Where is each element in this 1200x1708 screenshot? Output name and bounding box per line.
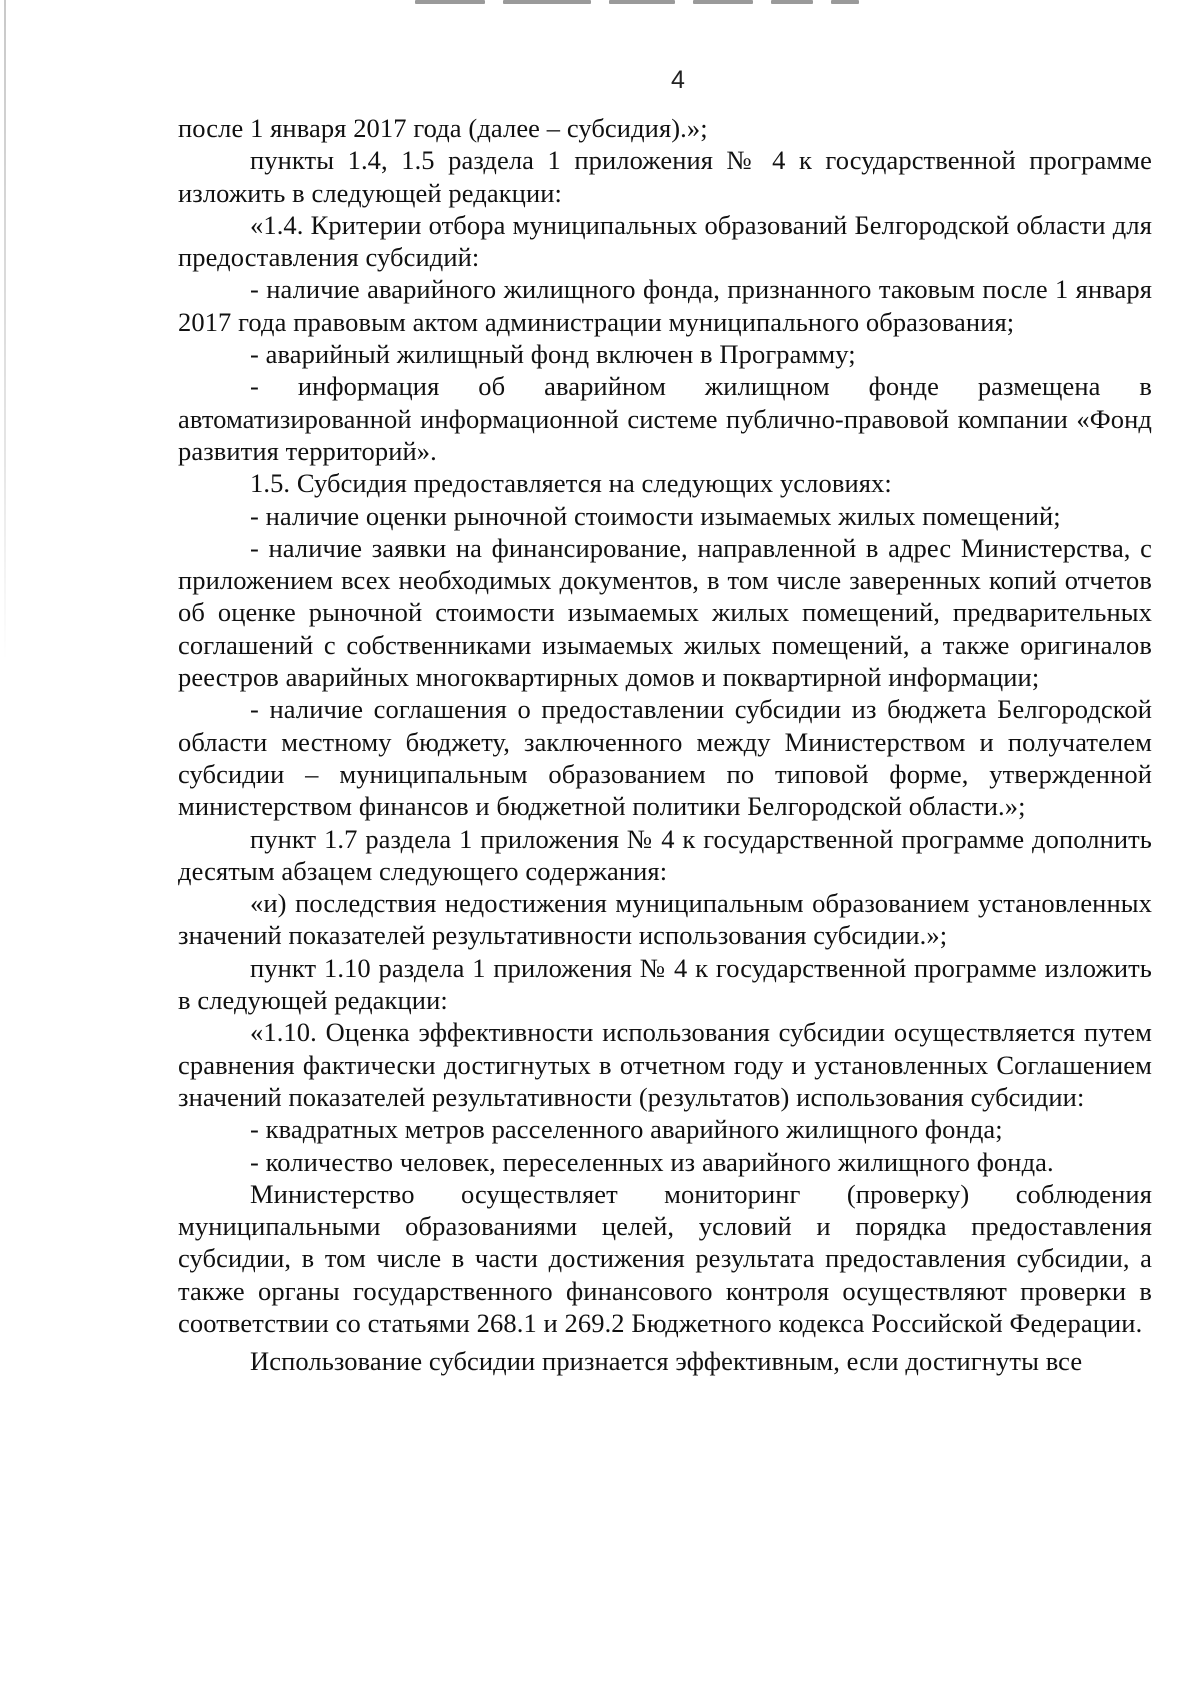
- paragraph: - наличие аварийного жилищного фонда, признанного таковым после 1 января 2017 года правовым актом администрации муниципального образования;: [178, 274, 1152, 337]
- paragraph: после 1 января 2017 года (далее – субсидия).»;: [178, 113, 708, 143]
- paragraph: 1.5. Субсидия предоставляется на следующих условиях:: [250, 468, 892, 499]
- paragraph: - наличие заявки на финансирование, направленной в адрес Министерства, с приложением всех необходимых документов, в том числе заверенных копий отчетов об оценке рыночной стоимости изымаемых жилых помещений, предварительных соглашений с собственниками изымаемых жилых помещений, а также оригиналов реестров аварийных многоквартирных домов и поквартирной информации;: [178, 532, 1152, 693]
- paragraph: Министерство осуществляет мониторинг (проверку) соблюдения муниципальными образованиями целей, условий и порядка предоставления субсидии, в том числе в части достижения результата предоставления субсидии, а также органы государственного финансового контроля осуществляют проверки в соответствии со статьями 268.1 и 269.2 Бюджетного кодекса Российской Федерации.: [178, 1178, 1152, 1338]
- paragraph: Использование субсидии признается эффективным, если достигнуты все: [250, 1346, 1083, 1377]
- paragraph: - информация об аварийном жилищном фонде размещена в автоматизированной информационной системе публично-правовой компании «Фонд развития территорий».: [178, 371, 1152, 466]
- paragraph: «1.10. Оценка эффективности использования субсидии осуществляется путем сравнения фактически достигнутых в отчетном году и установленных Соглашением значений показателей результативности (результатов) использования субсидии:: [178, 1017, 1152, 1112]
- paragraph: - наличие оценки рыночной стоимости изымаемых жилых помещений;: [250, 500, 1061, 531]
- paragraph: пункты 1.4, 1.5 раздела 1 приложения № 4 к государственной программе изложить в следующей редакции:: [178, 145, 1152, 208]
- paragraph: пункт 1.7 раздела 1 приложения № 4 к государственной программе дополнить десятым абзацем следующего содержания:: [178, 823, 1152, 886]
- paragraph: - квадратных метров расселенного аварийного жилищного фонда;: [250, 1114, 1003, 1145]
- scan-artifact-left-edge: [4, 0, 6, 660]
- paragraph: - наличие соглашения о предоставлении субсидии из бюджета Белгородской области местному бюджету, заключенного между Министерством и получателем субсидии – муниципальным образованием по типовой форме, утвержденной министерством финансов и бюджетной политики Белгородской области.»;: [178, 694, 1152, 822]
- paragraph: «1.4. Критерии отбора муниципальных образований Белгородской области для предоставления субсидий:: [178, 209, 1152, 273]
- scan-artifact-top: [415, 0, 885, 6]
- paragraph: - аварийный жилищный фонд включен в Программу;: [250, 339, 856, 370]
- page-number: 4: [671, 66, 685, 94]
- paragraph: - количество человек, переселенных из аварийного жилищного фонда.: [250, 1146, 1054, 1177]
- paragraph: «и) последствия недостижения муниципальным образованием установленных значений показателей результативности использования субсидии.»;: [178, 888, 1152, 951]
- document-body: [178, 112, 1152, 1378]
- paragraph: пункт 1.10 раздела 1 приложения № 4 к государственной программе изложить в следующей редакции:: [178, 952, 1152, 1016]
